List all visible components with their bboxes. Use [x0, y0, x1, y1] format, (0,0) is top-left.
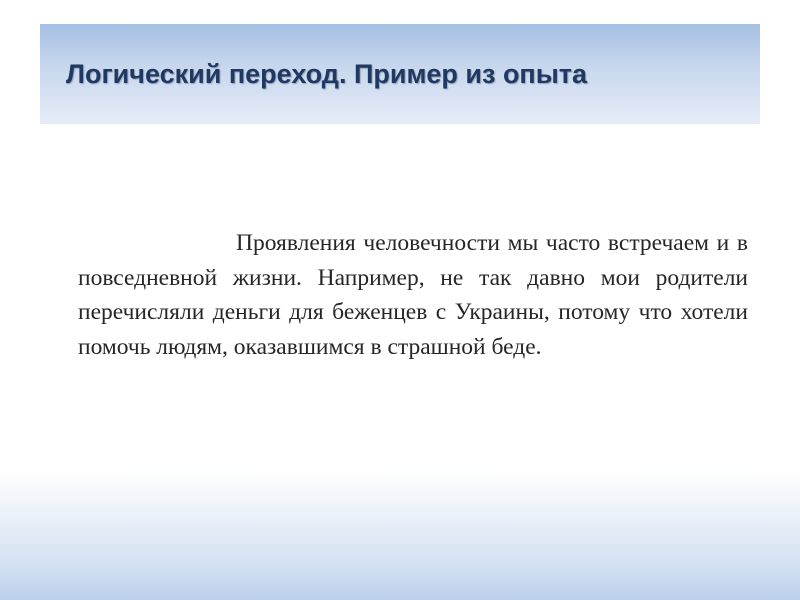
slide-title: Логический переход. Пример из опыта	[66, 59, 588, 89]
slide-body-text: Проявления человечности мы часто встречаем и в повседневной жизни. Например, не так давно мои родители перечисляли деньги для беженцев с Украины, потому что хотели помочь людям, оказавшимся в страшной беде.	[78, 230, 748, 360]
